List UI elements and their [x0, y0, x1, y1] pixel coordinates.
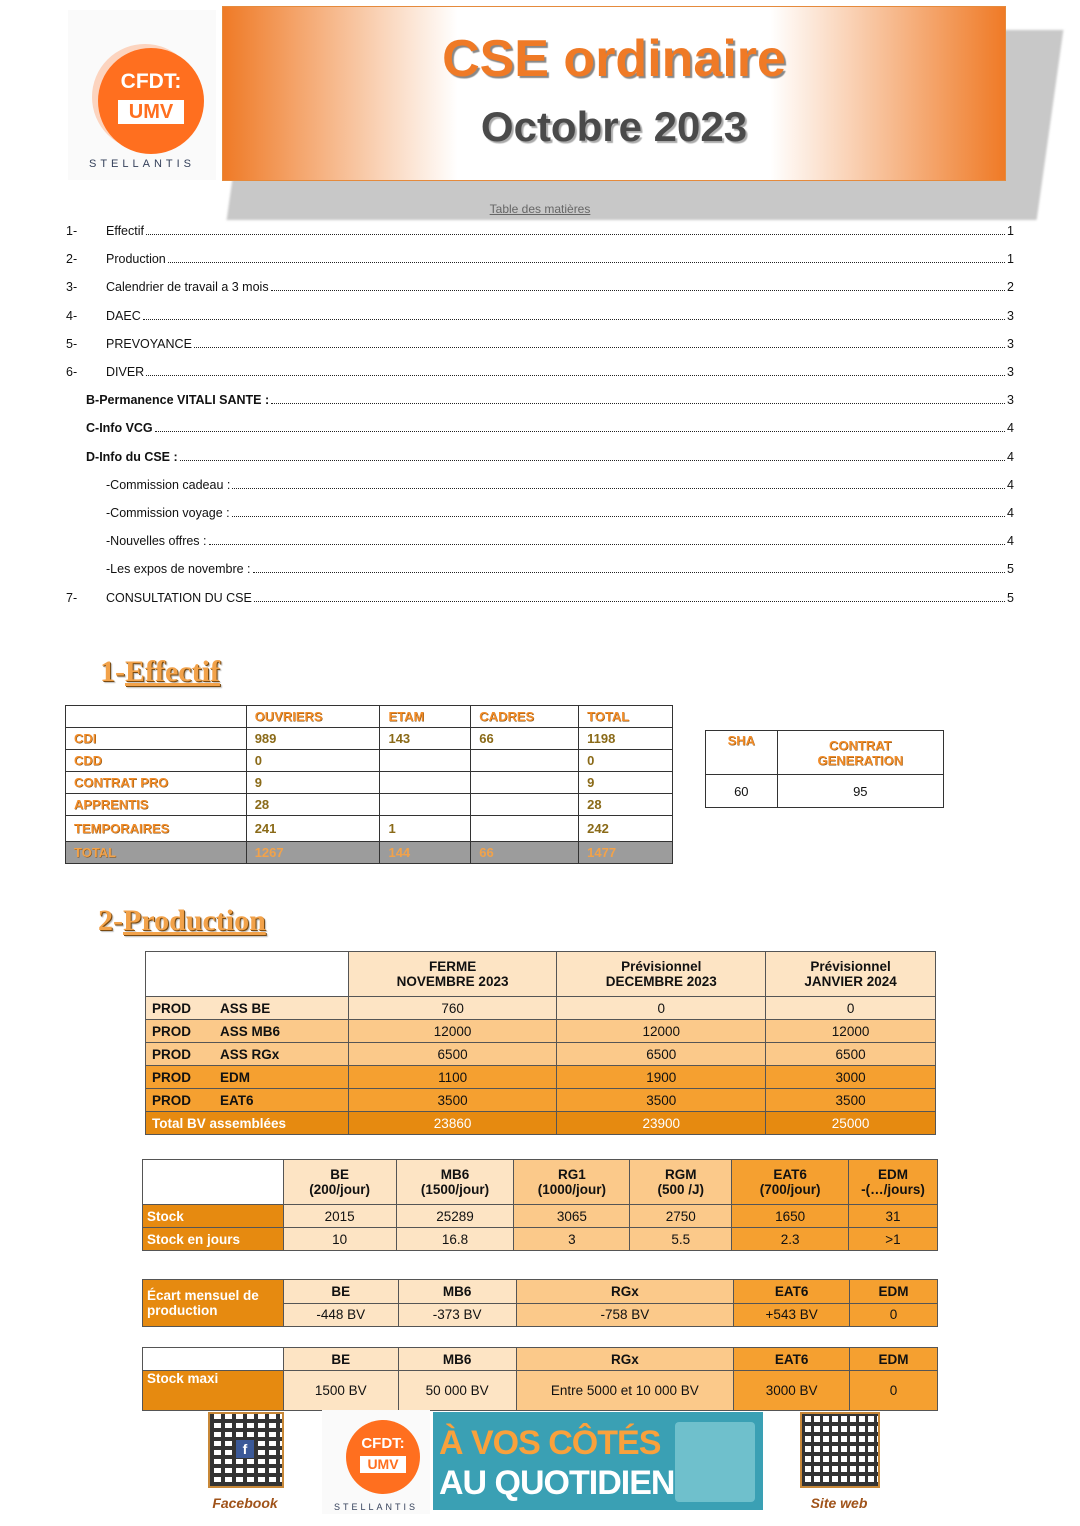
effectif-cell: 241 [246, 816, 380, 842]
toc-page-number: 4 [1007, 477, 1014, 492]
section-number: 1- [100, 655, 125, 688]
contrat-header-line2: GENERATION [817, 752, 904, 768]
toc-label: PREVOYANCE [106, 336, 192, 351]
production-column-header [348, 952, 557, 997]
toc-entry[interactable] [106, 504, 1014, 520]
footer-logo-brand: STELLANTIS [333, 1502, 419, 1512]
toc-entry[interactable] [86, 391, 1014, 407]
production-cell: 6500 [766, 1043, 936, 1066]
toc-page-number: 2 [1007, 280, 1014, 295]
ecart-cell: -758 BV [516, 1303, 734, 1327]
stock-header-line1: BE [330, 1167, 350, 1182]
effectif-row [66, 816, 673, 842]
logo-circle [98, 48, 204, 154]
ecart-cell: -448 BV [283, 1303, 398, 1327]
stock-cell: 25289 [396, 1205, 514, 1228]
effectif-cell: 28 [579, 794, 673, 816]
toc-label: -Les expos de novembre : [106, 562, 251, 577]
stockmaxi-column-header: MB6 [398, 1348, 516, 1371]
effectif-row [66, 794, 673, 816]
cfdt-umv-logo [68, 10, 216, 180]
toc-page-number: 4 [1007, 534, 1014, 549]
ecart-column-header: MB6 [398, 1280, 516, 1304]
effectif-cell [471, 816, 579, 842]
ecart-column-header: BE [283, 1280, 398, 1304]
stock-column-header [283, 1160, 396, 1205]
toc-entry[interactable] [66, 335, 1014, 351]
ecart-row-label [143, 1280, 284, 1327]
stock-header-line1: EDM [878, 1167, 908, 1182]
production-corner-cell [146, 952, 349, 997]
footer-logo-umv: UMV [360, 1456, 406, 1473]
effectif-cell [380, 772, 471, 794]
stock-column-header [396, 1160, 514, 1205]
effectif-column-header: ETAM [380, 706, 471, 728]
production-header-line1: Prévisionnel [810, 959, 891, 974]
stock-cell: 3065 [514, 1205, 630, 1228]
stock-header-line2: (1000/jour) [537, 1182, 607, 1197]
effectif-column-header: CADRES [471, 706, 579, 728]
facebook-caption[interactable]: Facebook [212, 1495, 278, 1511]
toc-page-number: 5 [1007, 590, 1014, 605]
title-banner [222, 6, 1006, 181]
effectif-column-header: OUVRIERS [246, 706, 380, 728]
stockmaxi-column-header: EDM [850, 1348, 938, 1371]
stock-cell: 2750 [630, 1205, 732, 1228]
production-row-prefix: PROD [152, 1023, 192, 1039]
toc-label: C-Info VCG [86, 421, 153, 436]
footer-logo [322, 1410, 430, 1514]
stock-column-header [849, 1160, 938, 1205]
production-cell: 0 [766, 997, 936, 1020]
production-row-label [146, 1043, 349, 1066]
production-row-label [146, 1020, 349, 1043]
stock-cell: 10 [283, 1228, 396, 1251]
footer-logo-circle [346, 1420, 420, 1494]
stock-cell: 1650 [732, 1205, 849, 1228]
stock-corner-cell [143, 1160, 284, 1205]
production-cell: 12000 [557, 1020, 766, 1043]
page-title: CSE ordinaire [442, 30, 786, 88]
stock-header-line2: -(…/jours) [861, 1182, 925, 1197]
toc-number: 6- [66, 365, 78, 379]
toc-page-number: 3 [1007, 308, 1014, 323]
production-row [146, 997, 936, 1020]
contrat-header-line1: CONTRAT [829, 737, 892, 753]
effectif-row-label: TEMPORAIRES [66, 816, 247, 842]
ecart-label-line2: production [147, 1303, 218, 1318]
effectif-cell: 66 [471, 842, 579, 864]
stockmaxi-value-row [143, 1371, 938, 1411]
toc-number: 1- [66, 224, 78, 238]
stockmaxi-corner-cell [143, 1348, 284, 1371]
effectif-table [65, 705, 673, 864]
effectif-cell: 66 [471, 728, 579, 750]
production-header-line1: FERME [428, 959, 477, 974]
ecart-cell: +543 BV [734, 1303, 850, 1327]
production-cell: 6500 [348, 1043, 557, 1066]
effectif-column-header: TOTAL [579, 706, 673, 728]
toc-entry[interactable] [66, 250, 1014, 266]
contrat-generation-value: 95 [777, 775, 943, 808]
website-caption[interactable]: Site web [810, 1495, 868, 1511]
production-cell: 0 [557, 997, 766, 1020]
toc-entry[interactable] [86, 419, 1014, 435]
toc-number: 2- [66, 252, 78, 267]
effectif-cell: 0 [246, 750, 380, 772]
stock-header-line2: (200/jour) [309, 1182, 371, 1197]
effectif-cell [471, 750, 579, 772]
ecart-cell: -373 BV [398, 1303, 516, 1327]
ecart-header-row [143, 1280, 938, 1304]
toc-label: Production [106, 252, 166, 267]
production-row [146, 1043, 936, 1066]
stockmaxi-column-header: RGx [516, 1348, 734, 1371]
effectif-row-label: CONTRAT PRO [66, 772, 247, 794]
production-cell: 6500 [557, 1043, 766, 1066]
toc-entry[interactable] [106, 532, 1014, 548]
ecart-production-table [142, 1279, 938, 1327]
toc-leader-dots [232, 488, 1005, 489]
production-row-name: ASS MB6 [220, 1023, 281, 1039]
production-cell: 1100 [348, 1066, 557, 1089]
section-number: 2- [98, 904, 123, 937]
toc-leader-dots [146, 375, 1005, 376]
production-header-line2: JANVIER 2024 [804, 974, 897, 989]
stockmaxi-cell: 3000 BV [734, 1371, 850, 1411]
sha-value: 60 [706, 775, 778, 808]
stock-row-label: Stock [143, 1205, 284, 1228]
ecart-column-header: EAT6 [734, 1280, 850, 1304]
effectif-cell [380, 750, 471, 772]
ecart-cell: 0 [850, 1303, 938, 1327]
toc-label: Calendrier de travail a 3 mois [106, 280, 269, 295]
section-label: Effectif [125, 655, 220, 688]
stock-cell: 16.8 [396, 1228, 514, 1251]
toc-page-number: 3 [1007, 336, 1014, 351]
production-column-header [766, 952, 936, 997]
production-total-cell: 23860 [348, 1112, 557, 1135]
toc-leader-dots [254, 601, 1005, 602]
toc-number: 3- [66, 280, 78, 295]
toc-label: B-Permanence VITALI SANTE : [86, 393, 270, 408]
production-row-name: EDM [220, 1069, 250, 1085]
effectif-cell: 143 [380, 728, 471, 750]
sha-header: SHA [706, 731, 778, 775]
toc-entry[interactable] [66, 363, 1014, 379]
stock-cell: 2015 [283, 1205, 396, 1228]
stock-cell: 5.5 [630, 1228, 732, 1251]
stock-cell: 2.3 [732, 1228, 849, 1251]
production-cell: 12000 [766, 1020, 936, 1043]
ecart-column-header: EDM [850, 1280, 938, 1304]
toc-page-number: 1 [1007, 252, 1014, 267]
toc-number: 4- [66, 308, 78, 323]
stockmaxi-header-row [143, 1348, 938, 1371]
effectif-row [66, 750, 673, 772]
toc-leader-dots [232, 516, 1005, 517]
production-table [145, 951, 936, 1135]
effectif-cell: 28 [246, 794, 380, 816]
contrat-generation-header [777, 731, 943, 775]
production-cell: 1900 [557, 1066, 766, 1089]
toc-number: 7- [66, 590, 78, 605]
toc-label: DIVER [106, 365, 145, 379]
stockmaxi-cell: Entre 5000 et 10 000 BV [516, 1371, 734, 1411]
effectif-cell: 9 [246, 772, 380, 794]
page-subtitle: Octobre 2023 [480, 103, 748, 150]
stock-header-line1: EAT6 [773, 1167, 807, 1182]
footer-banner-line2: AU QUOTIDIEN [439, 1464, 675, 1502]
toc-label: -Nouvelles offres : [106, 534, 207, 549]
production-header-row [146, 952, 936, 997]
stock-column-header [732, 1160, 849, 1205]
production-header-line2: NOVEMBRE 2023 [396, 974, 509, 989]
footer-banner [433, 1412, 763, 1510]
production-column-header [557, 952, 766, 997]
production-row [146, 1089, 936, 1112]
stock-row [143, 1228, 938, 1251]
production-row-prefix: PROD [152, 1046, 192, 1062]
stockmaxi-cell: 0 [850, 1371, 938, 1411]
effectif-row-label: CDD [66, 750, 247, 772]
production-cell: 3000 [766, 1066, 936, 1089]
effectif-cell: 144 [380, 842, 471, 864]
production-total-cell: 23900 [557, 1112, 766, 1135]
effectif-cell: 1477 [579, 842, 673, 864]
effectif-cell: 0 [579, 750, 673, 772]
toc-entry[interactable] [106, 560, 1014, 576]
production-cell: 12000 [348, 1020, 557, 1043]
stockmaxi-column-header: BE [283, 1348, 398, 1371]
production-row-label [146, 1089, 349, 1112]
stock-maxi-table [142, 1347, 938, 1411]
facebook-icon: f [236, 1440, 254, 1458]
stockmaxi-cell: 50 000 BV [398, 1371, 516, 1411]
production-row-name: EAT6 [220, 1092, 254, 1108]
production-header-line2: DECEMBRE 2023 [605, 974, 717, 989]
effectif-row [66, 728, 673, 750]
effectif-cell: 9 [579, 772, 673, 794]
stockmaxi-column-header: EAT6 [734, 1348, 850, 1371]
stock-header-line1: RG1 [558, 1167, 586, 1182]
logo-text-umv: UMV [118, 100, 184, 124]
toc-page-number: 4 [1007, 421, 1014, 436]
toc-leader-dots [271, 403, 1005, 404]
website-qr-code[interactable] [800, 1412, 880, 1488]
toc-label: DAEC [106, 308, 141, 323]
production-cell: 3500 [348, 1089, 557, 1112]
effectif-cell [471, 772, 579, 794]
stock-cell: >1 [849, 1228, 938, 1251]
production-row-name: ASS RGx [220, 1046, 280, 1062]
production-header-line1: Prévisionnel [621, 959, 702, 974]
effectif-cell [380, 794, 471, 816]
effectif-cell: 242 [579, 816, 673, 842]
ecart-column-header: RGx [516, 1280, 734, 1304]
production-row [146, 1020, 936, 1043]
production-row [146, 1066, 936, 1089]
production-row-prefix: PROD [152, 1000, 192, 1016]
sha-contrat-table [705, 730, 944, 808]
production-row-label [146, 997, 349, 1020]
stock-cell: 31 [849, 1205, 938, 1228]
stock-column-header [630, 1160, 732, 1205]
effectif-column-header [66, 706, 247, 728]
toc-entry[interactable] [86, 448, 1014, 464]
toc-entry[interactable] [66, 278, 1014, 294]
toc-label: Effectif [106, 224, 144, 238]
toc-entry[interactable] [66, 589, 1014, 605]
effectif-row-label: TOTAL [66, 842, 247, 864]
toc-leader-dots [180, 460, 1005, 461]
section-effectif-title [100, 655, 220, 689]
production-row-prefix: PROD [152, 1092, 192, 1108]
stock-header-line2: (500 /J) [657, 1182, 705, 1197]
stock-header-line1: MB6 [440, 1167, 470, 1182]
toc-leader-dots [253, 572, 1006, 573]
effectif-total-row [66, 842, 673, 864]
toc-page-number: 4 [1007, 506, 1014, 520]
logo-brand: STELLANTIS [88, 158, 196, 170]
effectif-header-row [66, 706, 673, 728]
toc-label: D-Info du CSE : [86, 449, 178, 464]
toc-leader-dots [194, 347, 1005, 348]
toc-leader-dots [146, 234, 1005, 235]
stock-table [142, 1159, 938, 1251]
production-total-label: Total BV assemblées [146, 1112, 349, 1135]
production-row-name: ASS BE [220, 1000, 271, 1016]
section-label: Production [123, 904, 266, 937]
production-cell: 760 [348, 997, 557, 1020]
effectif-cell: 1198 [579, 728, 673, 750]
stock-header-line1: RGM [665, 1167, 697, 1182]
stock-header-row [143, 1160, 938, 1205]
facebook-qr-code[interactable] [208, 1412, 284, 1488]
stock-header-line2: (700/jour) [759, 1182, 821, 1197]
effectif-cell: 1 [380, 816, 471, 842]
production-cell: 3500 [766, 1089, 936, 1112]
toc-leader-dots [143, 319, 1005, 320]
production-row-label [146, 1066, 349, 1089]
toc-title[interactable]: Table des matières [489, 202, 591, 216]
office-illustration [675, 1422, 755, 1502]
toc-page-number: 1 [1007, 224, 1014, 238]
toc-page-number: 5 [1007, 562, 1014, 577]
effectif-row [66, 772, 673, 794]
effectif-row-label: APPRENTIS [66, 794, 247, 816]
effectif-cell: 989 [246, 728, 380, 750]
footer-logo-cfdt: CFDT: [361, 1435, 405, 1452]
stock-row-label: Stock en jours [143, 1228, 284, 1251]
logo-text-cfdt: CFDT: [120, 70, 182, 93]
toc-page-number: 3 [1007, 365, 1014, 379]
toc-label: -Commission voyage : [106, 506, 230, 520]
footer-banner-line1: À VOS CÔTÉS [439, 1424, 661, 1462]
stockmaxi-row-label: Stock maxi [143, 1371, 284, 1411]
toc-number: 5- [66, 336, 78, 351]
toc-leader-dots [271, 290, 1005, 291]
stock-column-header [514, 1160, 630, 1205]
toc-entry[interactable] [106, 476, 1014, 492]
toc-entry[interactable] [66, 307, 1014, 323]
stock-cell: 3 [514, 1228, 630, 1251]
toc-page-number: 3 [1007, 393, 1014, 408]
production-total-cell: 25000 [766, 1112, 936, 1135]
toc-entry[interactable] [66, 222, 1014, 238]
toc-leader-dots [168, 262, 1005, 263]
effectif-cell: 1267 [246, 842, 380, 864]
effectif-row-label: CDI [66, 728, 247, 750]
stock-row [143, 1205, 938, 1228]
toc-leader-dots [155, 431, 1005, 432]
section-production-title [98, 904, 266, 938]
stock-header-line2: (1500/jour) [420, 1182, 490, 1197]
toc-label: -Commission cadeau : [106, 477, 231, 492]
toc-page-number: 4 [1007, 449, 1014, 464]
toc-label: CONSULTATION DU CSE [106, 590, 252, 605]
effectif-cell [471, 794, 579, 816]
production-row-prefix: PROD [152, 1069, 192, 1085]
toc-leader-dots [209, 544, 1006, 545]
stockmaxi-cell: 1500 BV [283, 1371, 398, 1411]
production-total-row [146, 1112, 936, 1135]
production-cell: 3500 [557, 1089, 766, 1112]
ecart-label-line1: Écart mensuel de [147, 1288, 259, 1303]
